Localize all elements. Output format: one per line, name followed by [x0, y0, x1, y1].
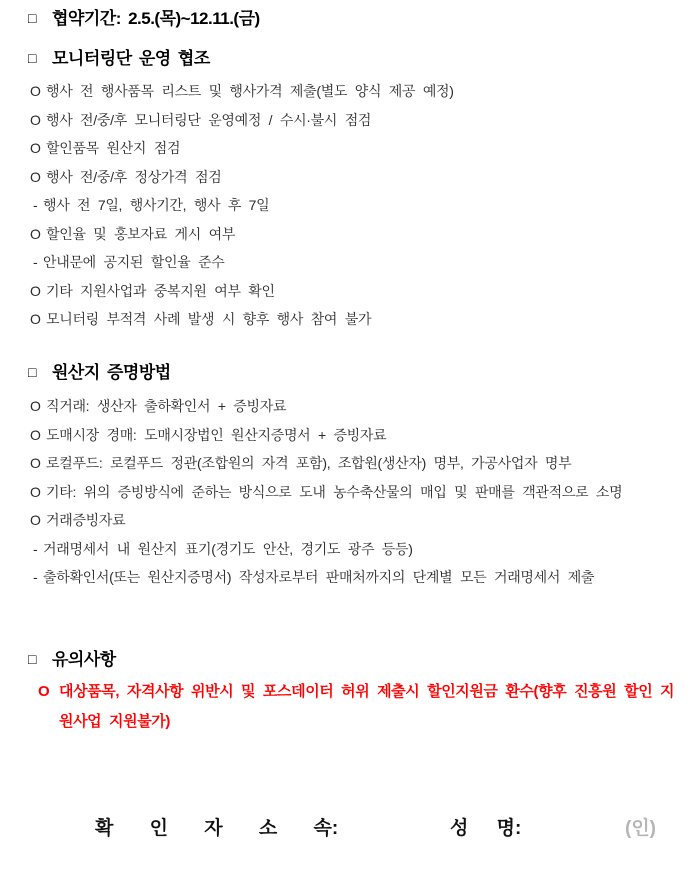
list-item	[30, 510, 695, 530]
list-item	[30, 396, 695, 416]
list-item	[30, 425, 695, 445]
confirmer-affiliation-label: 확 인 자 소 속:	[95, 818, 339, 839]
circle-bullet-icon: O	[30, 483, 41, 500]
section-title: 유의사항	[52, 650, 116, 669]
circle-bullet-icon: O	[30, 311, 41, 327]
list-item	[30, 167, 695, 187]
list-item-text: 행사 전/중/후 모니터링단 운영예정 / 수시·불시 점검	[46, 111, 372, 128]
list-item-text: 출하확인서(또는 원산지증명서) 작성자로부터 판매처까지의 단계별 모든 거래명세서 제출	[43, 569, 595, 585]
square-bullet-icon: □	[28, 50, 36, 66]
list-item	[30, 81, 695, 101]
section-heading-notes	[28, 649, 695, 671]
circle-bullet-icon: O	[30, 426, 41, 443]
square-bullet-icon: □	[28, 364, 36, 380]
list-item	[30, 138, 695, 158]
seal-placeholder: (인)	[625, 818, 657, 839]
list-item	[30, 453, 695, 473]
list-item-text: 행사 전/중/후 정상가격 점검	[46, 168, 222, 185]
list-item-text: 기타 지원사업과 중복지원 여부 확인	[46, 282, 275, 299]
list-item	[30, 482, 695, 502]
warning-item	[38, 677, 695, 737]
list-item-text: 거래명세서 내 원산지 표기(경기도 안산, 경기도 광주 등등)	[43, 540, 413, 557]
warning-text: 대상품목, 자격사항 위반시 및 포스데이터 허위 제출시 할인지원금 환수(향후 진흥원 할인 지원사업 지원불가)	[59, 683, 675, 730]
list-item-text: 도매시장 경매: 도매시장법인 원산지증명서 + 증빙자료	[46, 426, 387, 443]
circle-bullet-icon: O	[30, 111, 41, 128]
circle-bullet-icon: O	[38, 683, 50, 700]
section-title: 협약기간: 2.5.(목)~12.11.(금)	[52, 9, 260, 28]
circle-bullet-icon: O	[30, 398, 41, 414]
square-bullet-icon: □	[28, 10, 36, 26]
section-title: 모니터링단 운영 협조	[52, 49, 210, 68]
circle-bullet-icon: O	[30, 168, 41, 185]
list-item-text: 행사 전 행사품목 리스트 및 행사가격 제출(별도 양식 제공 예정)	[46, 83, 454, 99]
list-item-text: 직거래: 생산자 출하확인서 + 증빙자료	[46, 398, 287, 414]
section-title: 원산지 증명방법	[52, 363, 171, 382]
dash-bullet-icon: -	[33, 254, 38, 270]
list-item	[30, 224, 695, 244]
section-heading-monitoring	[28, 48, 695, 70]
circle-bullet-icon: O	[30, 282, 41, 299]
list-item-text: 행사 전 7일, 행사기간, 행사 후 7일	[43, 197, 270, 213]
signature-line	[28, 813, 695, 841]
list-item	[30, 110, 695, 130]
list-item	[30, 281, 695, 301]
section-heading-origin	[28, 362, 695, 384]
list-item-text: 거래증빙자료	[46, 512, 126, 528]
list-item-text: 안내문에 공지된 할인율 준수	[43, 254, 225, 270]
list-subitem	[33, 539, 695, 559]
circle-bullet-icon: O	[30, 140, 41, 156]
list-item-text: 기타: 위의 증빙방식에 준하는 방식으로 도내 농수축산물의 매입 및 판매를 객관적으로 소명	[46, 483, 623, 500]
list-item-text: 로컬푸드: 로컬푸드 정관(조합원의 자격 포함), 조합원(생산자) 명부, 가공사업자 명부	[46, 455, 572, 471]
dash-bullet-icon: -	[33, 197, 38, 213]
list-item	[30, 309, 695, 329]
circle-bullet-icon: O	[30, 455, 41, 471]
list-item-text: 할인율 및 홍보자료 게시 여부	[46, 225, 236, 242]
list-item-text: 할인품목 원산지 점검	[46, 140, 181, 156]
list-subitem	[33, 195, 695, 215]
name-label: 성 명:	[450, 818, 522, 839]
list-subitem	[33, 567, 695, 587]
dash-bullet-icon: -	[33, 540, 38, 557]
square-bullet-icon: □	[28, 651, 36, 667]
circle-bullet-icon: O	[30, 512, 41, 528]
circle-bullet-icon: O	[30, 225, 41, 242]
list-item-text: 모니터링 부적격 사례 발생 시 향후 행사 참여 불가	[46, 311, 372, 327]
section-heading-agreement	[28, 8, 695, 30]
circle-bullet-icon: O	[30, 83, 41, 99]
list-subitem	[33, 252, 695, 272]
dash-bullet-icon: -	[33, 569, 38, 585]
